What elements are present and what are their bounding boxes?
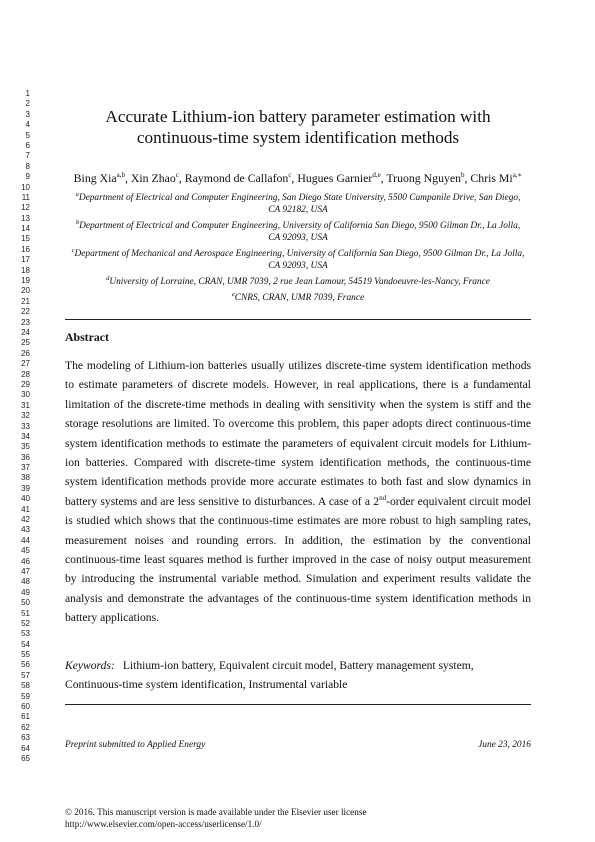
line-number: 35 [21, 442, 30, 452]
line-number: 24 [21, 327, 30, 337]
line-number: 29 [21, 379, 30, 389]
abstract-text-continued: -order equivalent circuit model is studied which shows that the continuous-time estimates are more robust to high sampling rates, measurement noises and rounding errors. In addition, the estimation by the conventional continuous-time least squares method is further improved in the case of noisy output measurement by introducing the instrumental variable method. Simulation and experiment results validate the analysis and demonstrate the advantages of the continuous-time system identification methods in battery applications. [65, 494, 531, 625]
abstract-text: The modeling of Lithium-ion batteries usually utilizes discrete-time system identification methods to estimate parameters of discrete models. However, in real applications, there is a fundamental limitation of the discrete-time methods in dealing with sensitivity when the system is stiff and the storage resolutions are limited. To overcome this problem, this paper adopts direct continuous-time system identification methods to estimate the parameters of equivalent circuit models for Lithium-ion batteries. Compared with discrete-time system identification methods, the continuous-time system identification methods provide more accurate estimates to both fast and slow dynamics in battery systems and are less sensitive to disturbances. A case of a 2 [65, 359, 531, 508]
author-name: Raymond de Callafon [184, 170, 289, 185]
line-number: 8 [25, 161, 30, 171]
author [185, 171, 292, 185]
line-number: 58 [21, 681, 30, 691]
line-number: 36 [21, 452, 30, 462]
line-number: 18 [21, 265, 30, 275]
line-number: 20 [21, 286, 30, 296]
keywords-label: Keywords: [65, 659, 115, 672]
line-number: 12 [21, 203, 30, 213]
line-number: 10 [21, 182, 30, 192]
line-number: 55 [21, 650, 30, 660]
line-number: 32 [21, 411, 30, 421]
author-name: Bing Xia [73, 170, 117, 185]
author-sup: b [461, 171, 465, 179]
line-number: 2 [25, 99, 30, 109]
line-number: 54 [21, 639, 30, 649]
line-number: 39 [21, 483, 30, 493]
author [297, 171, 380, 185]
line-number: 25 [21, 338, 30, 348]
author-sup: c [288, 171, 292, 179]
affiliation [70, 273, 526, 289]
affiliation [70, 189, 526, 217]
line-number: 4 [25, 120, 30, 130]
line-number: 45 [21, 546, 30, 556]
line-number: 38 [21, 473, 30, 483]
affiliation-text: Department of Mechanical and Aerospace Engineering, University of California San Diego, 9500 Gilman Dr., La Jolla, CA 92093, USA [74, 249, 525, 271]
line-number: 49 [21, 587, 30, 597]
line-number: 14 [21, 224, 30, 234]
line-number: 34 [21, 431, 30, 441]
line-number: 44 [21, 535, 30, 545]
abstract-body [65, 356, 531, 628]
title-line-2: continuous-time system identification methods [136, 128, 460, 147]
line-number: 40 [21, 494, 30, 504]
line-number: 56 [21, 660, 30, 670]
author [74, 171, 125, 185]
line-number: 42 [21, 515, 30, 525]
line-number: 53 [21, 629, 30, 639]
line-number: 65 [21, 754, 30, 763]
line-number: 5 [25, 130, 30, 140]
line-number: 7 [25, 151, 30, 161]
license-footer [65, 806, 367, 830]
line-number: 16 [21, 244, 30, 254]
preprint-note: Preprint submitted to Applied Energy [65, 740, 206, 750]
line-numbers [0, 89, 32, 764]
affiliation-sup: d [106, 274, 110, 282]
author-name: Xin Zhao [130, 170, 176, 185]
line-number: 64 [21, 743, 30, 753]
line-number: 60 [21, 702, 30, 712]
author-name: Truong Nguyen [386, 170, 462, 185]
line-number: 3 [25, 109, 30, 119]
line-number: 43 [21, 525, 30, 535]
license-url[interactable]: http://www.elsevier.com/open-access/userlicense/1.0/ [65, 819, 262, 829]
line-number: 23 [21, 317, 30, 327]
line-number: 52 [21, 618, 30, 628]
affiliation-text: Department of Electrical and Computer Engineering, San Diego State University, 5500 Campanile Drive, San Diego, CA 92182, USA [78, 193, 521, 216]
abstract-bottom-rule [65, 704, 531, 705]
affiliation [70, 245, 526, 273]
affiliation-sup: a [75, 191, 79, 198]
affiliation-sup: c [71, 246, 75, 254]
line-number: 41 [21, 504, 30, 514]
line-number: 22 [21, 307, 30, 317]
line-number: 50 [21, 598, 30, 608]
line-number: 33 [21, 421, 30, 431]
line-number: 37 [21, 463, 30, 473]
affiliation-list [70, 189, 526, 305]
author-sup: a,∗ [512, 171, 523, 179]
author-sup: a,b [116, 171, 125, 179]
line-number: 51 [21, 608, 30, 618]
license-line-1: © 2016. This manuscript version is made available under the Elsevier user license [65, 807, 367, 817]
line-number: 13 [21, 213, 30, 223]
line-number: 6 [25, 140, 30, 150]
affiliation-text: Department of Electrical and Computer Engineering, University of California San Diego, 9500 Gilman Dr., La Jolla, CA 92093, USA [79, 221, 521, 243]
line-number: 46 [21, 556, 30, 566]
line-number: 9 [25, 172, 30, 182]
author-name: Hugues Garnier [297, 170, 373, 185]
preprint-date: June 23, 2016 [478, 740, 531, 750]
author [470, 171, 522, 185]
line-number: 19 [21, 276, 30, 286]
title-line-1: Accurate Lithium-ion battery parameter estimation with [105, 107, 491, 126]
keywords [65, 656, 531, 695]
line-number: 59 [21, 691, 30, 701]
paper-title [65, 106, 531, 148]
keywords-text: Lithium-ion battery, Equivalent circuit model, Battery management system, Continuous-time system identification, Instrumental variable [65, 659, 474, 692]
line-number: 1 [25, 89, 30, 98]
abstract-sup: nd [379, 493, 387, 502]
abstract-heading: Abstract [65, 330, 109, 344]
line-number: 26 [21, 348, 30, 358]
affiliation [70, 217, 526, 245]
affiliation-sup: e [231, 290, 235, 298]
line-number: 27 [21, 359, 30, 369]
line-number: 28 [21, 369, 30, 379]
abstract-top-rule [65, 319, 531, 320]
author-sup: c [175, 171, 179, 179]
line-number: 47 [21, 566, 30, 576]
line-number: 31 [21, 400, 30, 410]
author [386, 171, 464, 185]
line-number: 62 [21, 722, 30, 732]
author [131, 171, 179, 185]
author-name: Chris Mi [470, 170, 513, 185]
line-number: 30 [21, 390, 30, 400]
affiliation-sup: b [75, 218, 80, 226]
affiliation-text: University of Lorraine, CRAN, UMR 7039, 2 rue Jean Lamour, 54519 Vandoeuvre-les-Nancy, France [109, 276, 490, 287]
affiliation [70, 289, 526, 305]
line-number: 57 [21, 670, 30, 680]
author-list: Bing Xia$^{a,b}$, Xin Zhao$^c$, Raymond de Callafon$^c$, Hugues Garnier$^{d,e}$, Truong Nguyen$^b$, Chris $Mi^{a,∗}$ [73, 170, 523, 185]
affiliation-text: CNRS, CRAN, UMR 7039, France [234, 292, 365, 303]
line-number: 48 [21, 577, 30, 587]
line-number: 15 [21, 234, 30, 244]
author-sup: d,e [372, 171, 381, 179]
line-number: 61 [21, 712, 30, 722]
line-number: 11 [21, 192, 30, 202]
line-number: 63 [21, 733, 30, 743]
line-number: 17 [21, 255, 30, 265]
line-number: 21 [21, 296, 30, 306]
